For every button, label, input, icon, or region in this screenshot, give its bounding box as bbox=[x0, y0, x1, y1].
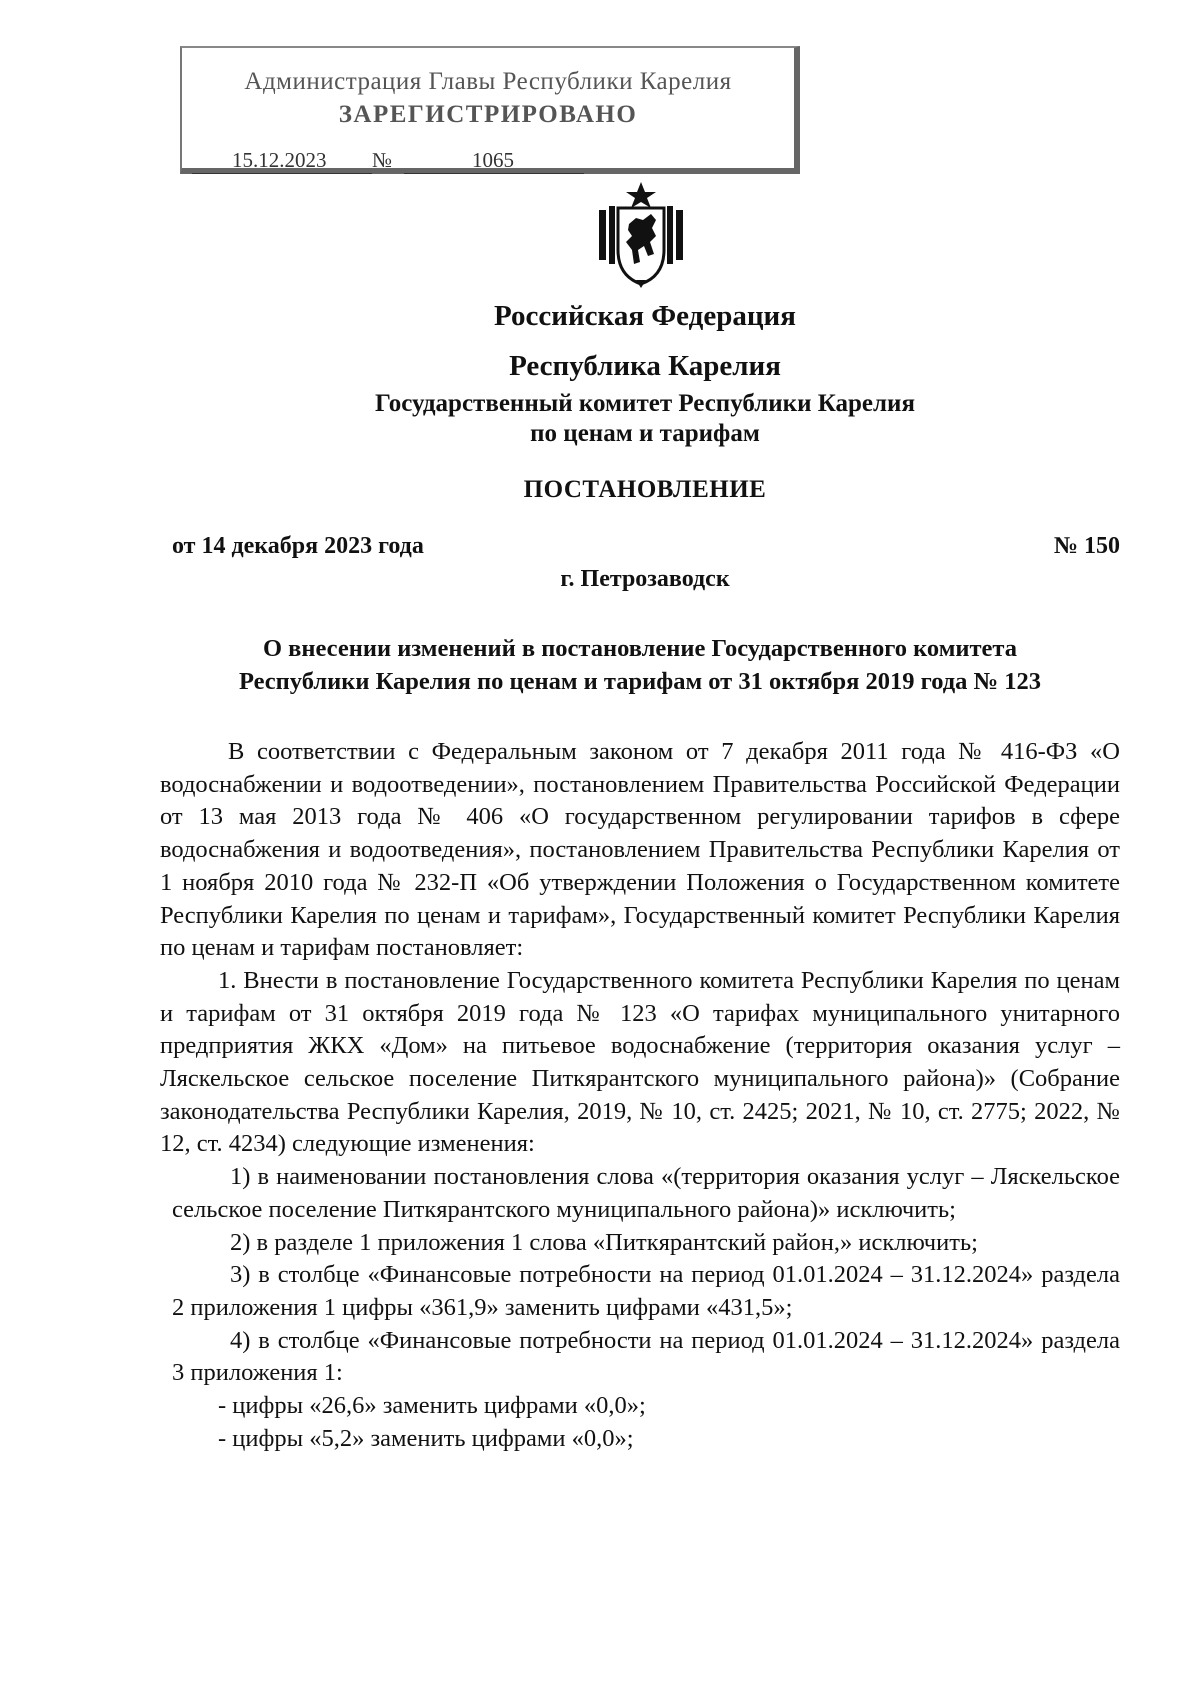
stamp-date: 15.12.2023 bbox=[232, 148, 327, 172]
stamp-number-underline bbox=[404, 173, 584, 174]
item-1-paragraph: 1. Внести в постановление Государственного комитета Республики Карелия по ценам и тарифам от 31 октября 2019 года № 123 «О тарифах муниципального унитарного предприятия ЖКХ «Дом» на питьевое водоснабжение (территория оказания услуг – Ляскельское сельское поселение Питкярантского муниципального района)» (Собрание законодательства Республики Карелия, 2019, № 10, ст. 2425; 2021, № 10, ст. 2775; 2022, № 12, ст. 4234) следующие изменения: bbox=[160, 966, 1120, 1158]
stamp-number: 1065 bbox=[472, 148, 514, 172]
republic-name: Республика Карелия bbox=[509, 350, 781, 382]
dash-item-2: - цифры «5,2» заменить цифрами «0,0»; bbox=[218, 1424, 634, 1452]
document-type: ПОСТАНОВЛЕНИЕ bbox=[523, 476, 767, 503]
document-title bbox=[160, 632, 1120, 698]
karelia-coat-of-arms-icon bbox=[596, 180, 686, 290]
committee-name-line2: по ценам и тарифам bbox=[530, 420, 760, 447]
registration-stamp bbox=[180, 46, 800, 174]
document-body bbox=[160, 736, 1120, 1455]
title-line2: Республики Карелия по ценам и тарифам от 31 октября 2019 года № 123 bbox=[238, 668, 1042, 695]
committee-name-line1: Государственный комитет Республики Карелия bbox=[375, 390, 915, 417]
stamp-organization: Администрация Главы Республики Карелия bbox=[244, 68, 732, 95]
title-line1: О внесении изменений в постановление Государственного комитета bbox=[262, 635, 1018, 662]
country-name: Российская Федерация bbox=[494, 300, 796, 332]
stamp-status: ЗАРЕГИСТРИРОВАНО bbox=[338, 101, 638, 128]
preamble-paragraph: В соответствии с Федеральным законом от 7 декабря 2011 года № 416-ФЗ «О водоснабжении и водоотведении», постановлением Правительства Российской Федерации от 13 мая 2013 года № 406 «О государственном регулировании тарифов в сфере водоснабжения и водоотведения», постановлением Правительства Республики Карелия от 1 ноября 2010 года № 232-П «Об утверждении Положения о Государственном комитете Республики Карелия по ценам и тарифам», Государственный комитет Республики Карелия по ценам и тарифам постановляет: bbox=[160, 738, 1120, 962]
subitem-4-paragraph: 4) в столбце «Финансовые потребности на период 01.01.2024 – 31.12.2024» раздела 3 приложения 1: bbox=[172, 1326, 1120, 1387]
document-city: г. Петрозаводск bbox=[560, 566, 730, 592]
subitem-3-paragraph: 3) в столбце «Финансовые потребности на период 01.01.2024 – 31.12.2024» раздела 2 приложения 1 цифры «361,9» заменить цифрами «431,5»; bbox=[172, 1261, 1120, 1321]
document-number: № 150 bbox=[1053, 533, 1120, 559]
stamp-registration-line bbox=[192, 148, 782, 174]
subitem-1-paragraph: 1) в наименовании постановления слова «(территория оказания услуг – Ляскельское сельское поселение Питкярантского муниципального района)» исключить; bbox=[172, 1163, 1120, 1223]
stamp-number-sign: № bbox=[372, 148, 393, 172]
stamp-date-underline bbox=[192, 173, 372, 174]
subitem-2-paragraph: 2) в разделе 1 приложения 1 слова «Питкярантский район,» исключить; bbox=[230, 1228, 978, 1256]
document-date: от 14 декабря 2023 года bbox=[172, 533, 424, 559]
dash-item-1: - цифры «26,6» заменить цифрами «0,0»; bbox=[218, 1392, 646, 1420]
